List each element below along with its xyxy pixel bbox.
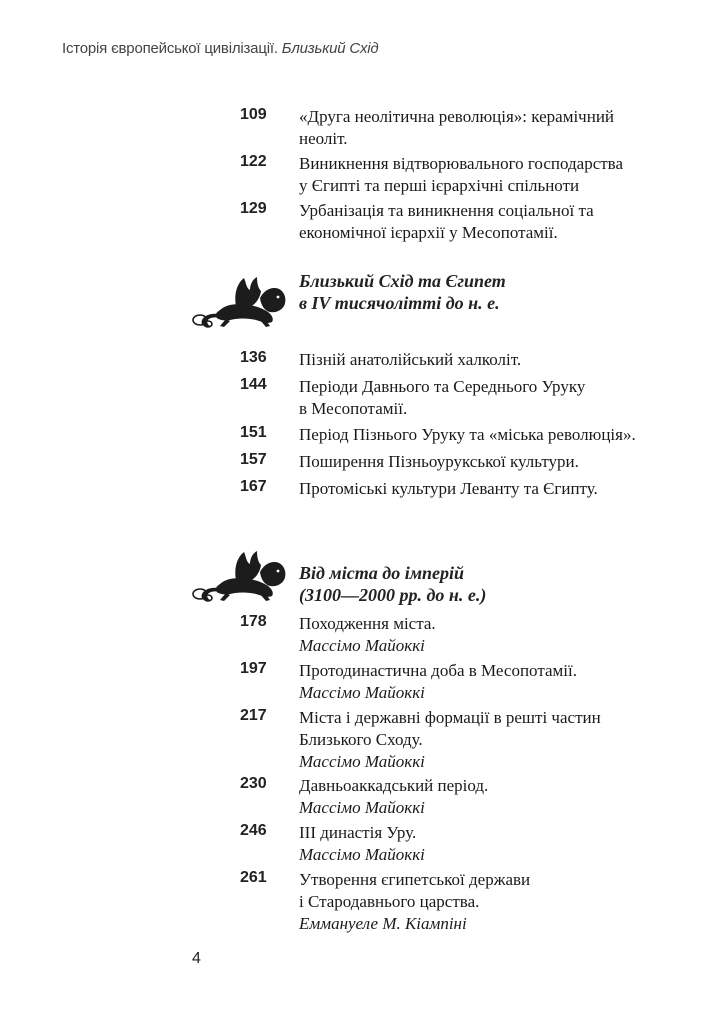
toc-title — [299, 153, 659, 197]
toc-title — [299, 869, 659, 935]
toc-page-number: 261 — [240, 869, 267, 886]
toc-title-line: Періоди Давнього та Середнього Уруку — [299, 377, 586, 396]
toc-page-number: 230 — [240, 775, 267, 792]
toc-page-number: 129 — [240, 200, 267, 217]
toc-title — [299, 822, 659, 866]
toc-title-line: III династія Уру. — [299, 823, 417, 842]
toc-title-line: Міста і державні формації в решті частин — [299, 708, 601, 727]
toc-title-line: Походження міста. — [299, 614, 436, 633]
toc-author: Массімо Майоккі — [299, 845, 425, 864]
section-title — [299, 270, 659, 314]
toc-page-number: 136 — [240, 349, 267, 366]
toc-page-number: 217 — [240, 707, 267, 724]
running-head — [62, 40, 378, 57]
toc-author: Массімо Майоккі — [299, 752, 425, 771]
toc-title — [299, 376, 659, 420]
toc-author: Массімо Майоккі — [299, 798, 425, 817]
toc-page-number: 246 — [240, 822, 267, 839]
winged-lion-icon — [190, 270, 290, 332]
toc-title — [299, 660, 659, 704]
winged-lion-icon — [190, 544, 290, 606]
section-title — [299, 562, 659, 606]
toc-page-number: 157 — [240, 451, 267, 468]
toc-title — [299, 200, 659, 244]
running-head-title: Історія європейської цивілізації. — [62, 40, 278, 57]
page-number: 4 — [192, 950, 201, 967]
toc-page-number: 178 — [240, 613, 267, 630]
section-title-line: Від міста до імперій — [299, 563, 465, 583]
toc-page-number: 109 — [240, 106, 267, 123]
running-head-subtitle: Близький Схід — [281, 40, 379, 57]
toc-title-line: Урбанізація та виникнення соціальної та — [299, 201, 594, 220]
toc-title-line: Давньоаккадський період. — [299, 776, 489, 795]
toc-title — [299, 775, 659, 819]
toc-page-number: 197 — [240, 660, 267, 677]
toc-title-line: в Месопотамії. — [299, 399, 408, 418]
toc-title-line: Протодинастична доба в Месопотамії. — [299, 661, 577, 680]
toc-title — [299, 106, 659, 150]
section-title-line: Близький Схід та Єгипет — [299, 271, 506, 291]
section-title-line: в IV тисячолітті до н. е. — [299, 293, 500, 313]
toc-title — [299, 613, 659, 657]
toc-title: Період Пізнього Уруку та «міська революція». — [299, 425, 636, 444]
toc-author: Массімо Майоккі — [299, 683, 425, 702]
section-title-line: (3100—2000 рр. до н. е.) — [299, 585, 487, 605]
toc-title: Поширення Пізньоурукської культури. — [299, 452, 579, 471]
toc-title-line: Утворення єгипетської держави — [299, 870, 531, 889]
toc-title — [299, 707, 659, 773]
toc-title-line: неоліт. — [299, 129, 348, 148]
toc-title: Пізній анатолійський халколіт. — [299, 350, 522, 369]
toc-page-number: 144 — [240, 376, 267, 393]
section-heading-1 — [190, 270, 670, 330]
toc-title-line: економічної ієрархії у Месопотамії. — [299, 223, 558, 242]
toc-title-line: і Стародавнього царства. — [299, 892, 480, 911]
toc-page-number: 167 — [240, 478, 267, 495]
toc-title-line: у Єгипті та перші ієрархічні спільноти — [299, 176, 580, 195]
section-heading-2 — [190, 544, 670, 604]
toc-title-line: «Друга неолітична революція»: керамічний — [299, 107, 615, 126]
toc-title: Протоміські культури Леванту та Єгипту. — [299, 479, 598, 498]
toc-title-line: Близького Сходу. — [299, 730, 423, 749]
toc-page-number: 151 — [240, 424, 267, 441]
toc-title-line: Виникнення відтворювального господарства — [299, 154, 624, 173]
toc-author: Еммануеле М. Кіампіні — [299, 914, 467, 933]
toc-page-number: 122 — [240, 153, 267, 170]
toc-author: Массімо Майоккі — [299, 636, 425, 655]
